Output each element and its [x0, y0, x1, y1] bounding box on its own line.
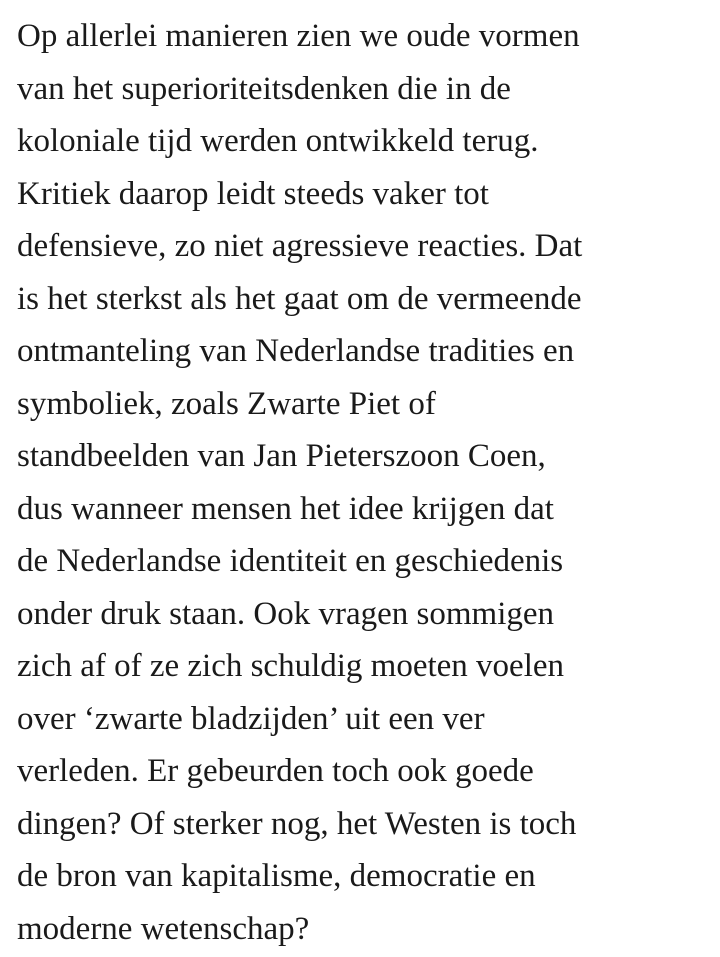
paragraph-line: koloniale tijd werden ontwikkeld terug.: [17, 123, 539, 159]
paragraph-line: ontmanteling van Nederlandse tradities en: [17, 333, 575, 369]
paragraph-line: symboliek, zoals Zwarte Piet of: [17, 385, 436, 422]
paragraph-line: van het superioriteitsdenken die in de: [17, 70, 511, 107]
paragraph-line: moderne wetenschap?: [17, 910, 310, 947]
paragraph-line: zich af of ze zich schuldig moeten voelen: [17, 648, 565, 684]
paragraph-line: over ‘zwarte bladzijden’ uit een ver: [17, 700, 485, 737]
paragraph-line: verleden. Er gebeurden toch ook goede: [17, 753, 534, 789]
paragraph-line: de bron van kapitalisme, democratie en: [17, 858, 536, 894]
paragraph-line: Kritiek daarop leidt steeds vaker tot: [17, 175, 489, 212]
article-paragraph: [17, 10, 707, 955]
paragraph-line: onder druk staan. Ook vragen sommigen: [17, 595, 555, 632]
paragraph-line: dingen? Of sterker nog, het Westen is toch: [17, 805, 577, 842]
paragraph-line: standbeelden van Jan Pieterszoon Coen,: [17, 438, 546, 474]
paragraph-line: dus wanneer mensen het idee krijgen dat: [17, 490, 554, 527]
paragraph-line: defensieve, zo niet agressieve reacties. Dat: [17, 228, 583, 264]
paragraph-line: is het sterkst als het gaat om de vermeende: [17, 280, 582, 317]
paragraph-line: Op allerlei manieren zien we oude vormen: [17, 18, 580, 54]
paragraph-line: de Nederlandse identiteit en geschiedenis: [17, 543, 564, 579]
